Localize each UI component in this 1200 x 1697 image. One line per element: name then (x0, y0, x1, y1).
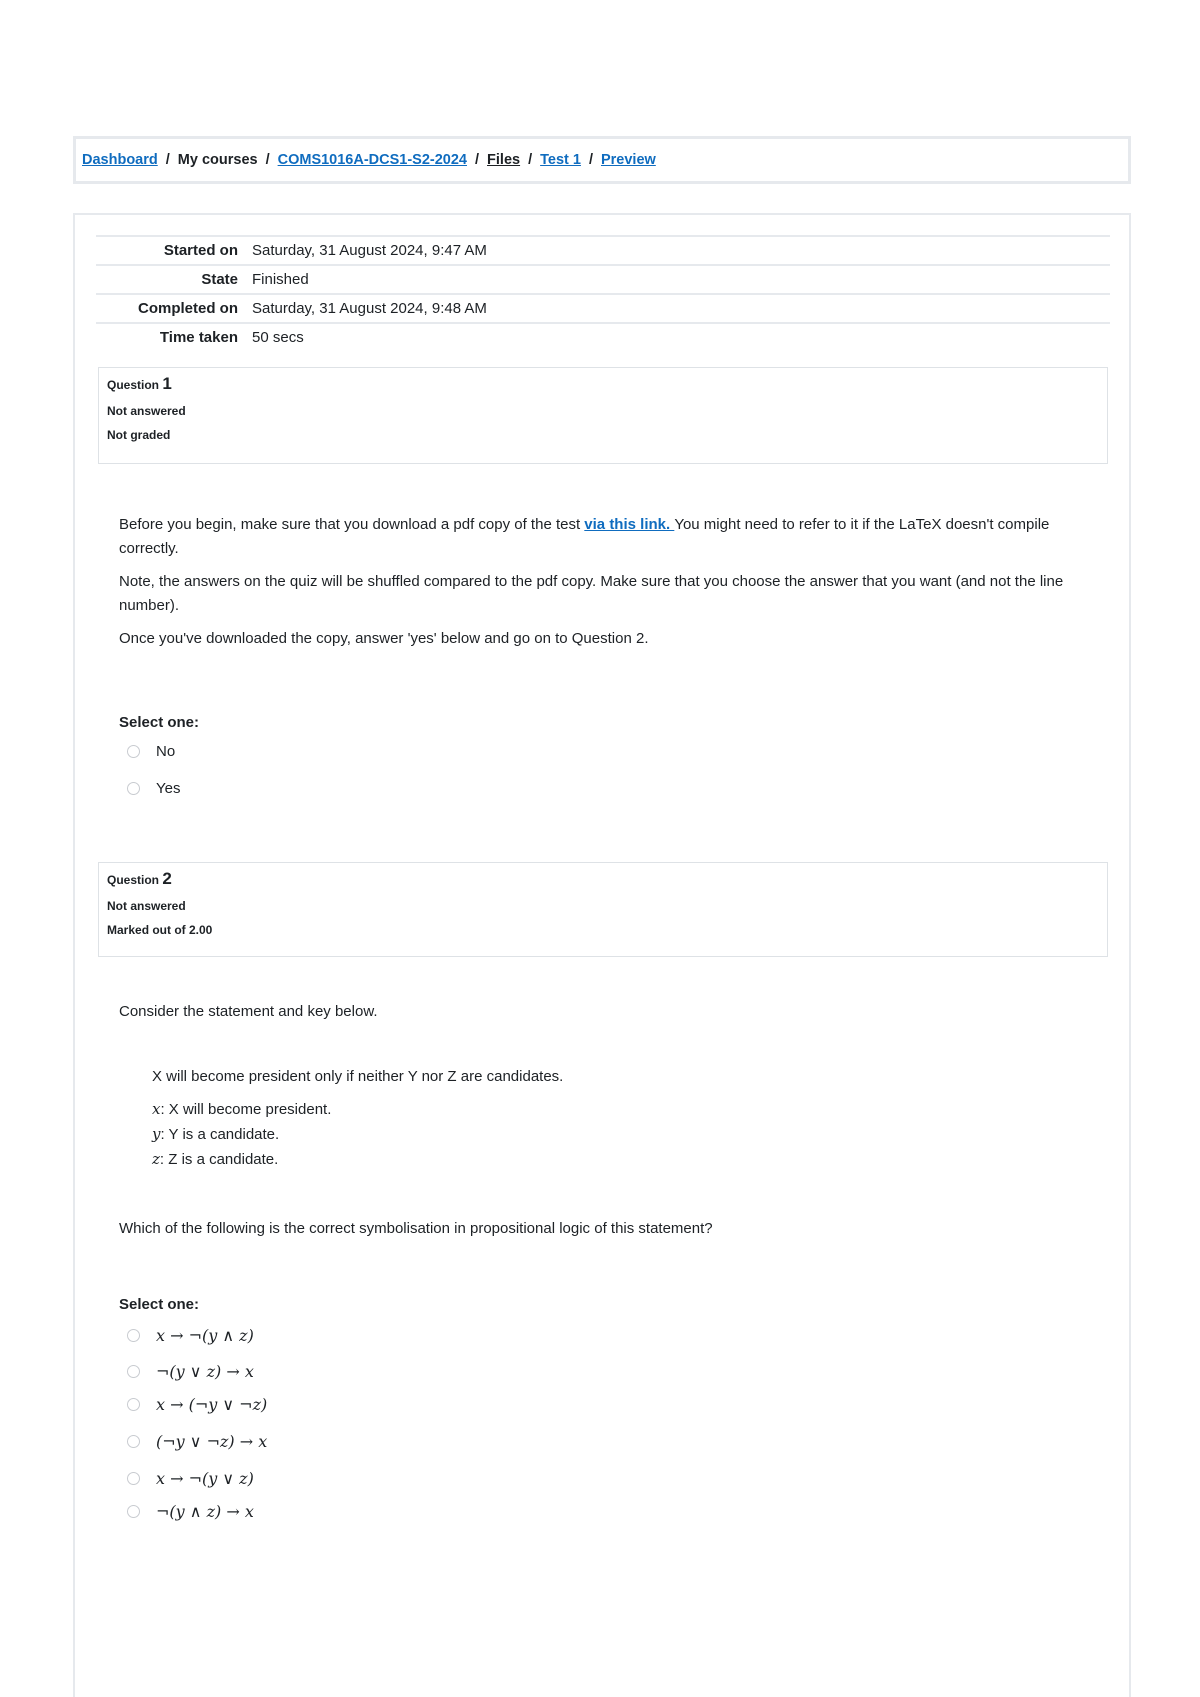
breadcrumb-separator: / (528, 152, 533, 168)
question-1-text (119, 513, 1079, 660)
breadcrumb-my-courses: My courses (177, 152, 258, 168)
question-1-info (98, 367, 1108, 464)
select-one-label: Select one: (119, 1296, 200, 1313)
radio-button[interactable] (127, 1329, 140, 1342)
option-formula: ¬(y ∨ z) → x (156, 1362, 254, 1381)
summary-label: Completed on (138, 300, 238, 317)
summary-row-time (96, 322, 1110, 351)
question-label: Question (107, 378, 160, 392)
answer-option[interactable] (127, 1432, 267, 1451)
radio-button[interactable] (127, 782, 140, 795)
answer-option[interactable] (127, 780, 180, 797)
summary-row-completed (96, 293, 1110, 322)
radio-button[interactable] (127, 1398, 140, 1411)
key-description: : Y is a candidate. (160, 1126, 280, 1143)
answer-option[interactable] (127, 1326, 254, 1345)
option-formula: ¬(y ∧ z) → x (156, 1502, 254, 1521)
key-variable: x (152, 1100, 161, 1118)
question-status: Not answered (107, 899, 186, 913)
summary-label: Started on (163, 242, 238, 259)
breadcrumb-separator: / (588, 152, 593, 168)
key-variable: z (152, 1150, 160, 1168)
question-paragraph: Once you've downloaded the copy, answer 'yes' below and go on to Question 2. (119, 630, 649, 647)
radio-button[interactable] (127, 1505, 140, 1518)
summary-value: Finished (252, 271, 309, 288)
attempt-summary-table (96, 235, 1110, 351)
summary-label: State (201, 271, 238, 288)
key-variable: y (152, 1125, 161, 1143)
breadcrumb-separator: / (475, 152, 480, 168)
answer-option[interactable] (127, 1362, 254, 1381)
breadcrumb-course[interactable]: COMS1016A-DCS1-S2-2024 (277, 152, 467, 168)
breadcrumb-test[interactable]: Test 1 (540, 152, 581, 168)
summary-label: Time taken (159, 329, 238, 346)
question-grade: Marked out of 2.00 (107, 923, 213, 937)
key-item (152, 1122, 563, 1147)
option-label: Yes (156, 780, 181, 797)
summary-row-state (96, 264, 1110, 293)
breadcrumb-preview[interactable]: Preview (600, 152, 656, 168)
paragraph-text: You might need to refer to it if the LaTeX doesn't compile correctly. (119, 516, 1050, 557)
option-formula: x → ¬(y ∨ z) (156, 1469, 254, 1488)
statement-text: X will become president only if neither Y nor Z are candidates. (152, 1068, 564, 1085)
question-paragraph (119, 513, 1079, 561)
option-formula: x → (¬y ∨ ¬z) (156, 1395, 268, 1414)
question-number-value: 1 (162, 374, 172, 393)
summary-value: 50 secs (252, 329, 304, 346)
radio-button[interactable] (127, 1472, 140, 1485)
question-grade: Not graded (107, 428, 171, 442)
breadcrumb-separator: / (165, 152, 170, 168)
radio-button[interactable] (127, 745, 140, 758)
key-item (152, 1097, 563, 1122)
question-paragraph: Note, the answers on the quiz will be shuffled compared to the pdf copy. Make sure that you choose the answer that you want (and not the line number). (119, 573, 1064, 614)
option-label: No (156, 743, 176, 760)
question-2-prompt: Which of the following is the correct symbolisation in propositional logic of this statement? (119, 1220, 713, 1237)
answer-option[interactable] (127, 743, 175, 760)
breadcrumb (73, 136, 1131, 184)
question-number (107, 869, 1099, 889)
breadcrumb-dashboard[interactable]: Dashboard (82, 152, 158, 168)
summary-value: Saturday, 31 August 2024, 9:47 AM (252, 242, 487, 259)
pdf-download-link[interactable]: via this link. (584, 516, 675, 533)
answer-option[interactable] (127, 1395, 267, 1414)
question-number (107, 374, 1099, 394)
breadcrumb-separator: / (265, 152, 270, 168)
select-one-label: Select one: (119, 714, 200, 731)
option-formula: (¬y ∨ ¬z) → x (156, 1432, 268, 1451)
key-description: : Z is a candidate. (159, 1151, 279, 1168)
paragraph-text: Before you begin, make sure that you download a pdf copy of the test (119, 516, 585, 533)
key-description: : X will become president. (160, 1101, 332, 1118)
question-label: Question (107, 873, 160, 887)
answer-option[interactable] (127, 1469, 254, 1488)
option-formula: x → ¬(y ∧ z) (156, 1326, 254, 1345)
statement-block (152, 1064, 563, 1172)
question-2-info (98, 862, 1108, 957)
radio-button[interactable] (127, 1435, 140, 1448)
summary-row-started (96, 235, 1110, 264)
question-2-intro: Consider the statement and key below. (119, 1003, 378, 1020)
question-number-value: 2 (162, 869, 172, 888)
summary-value: Saturday, 31 August 2024, 9:48 AM (252, 300, 487, 317)
answer-option[interactable] (127, 1502, 254, 1521)
question-status: Not answered (107, 404, 186, 418)
key-item (152, 1147, 563, 1172)
radio-button[interactable] (127, 1365, 140, 1378)
breadcrumb-files[interactable]: Files (487, 152, 521, 168)
